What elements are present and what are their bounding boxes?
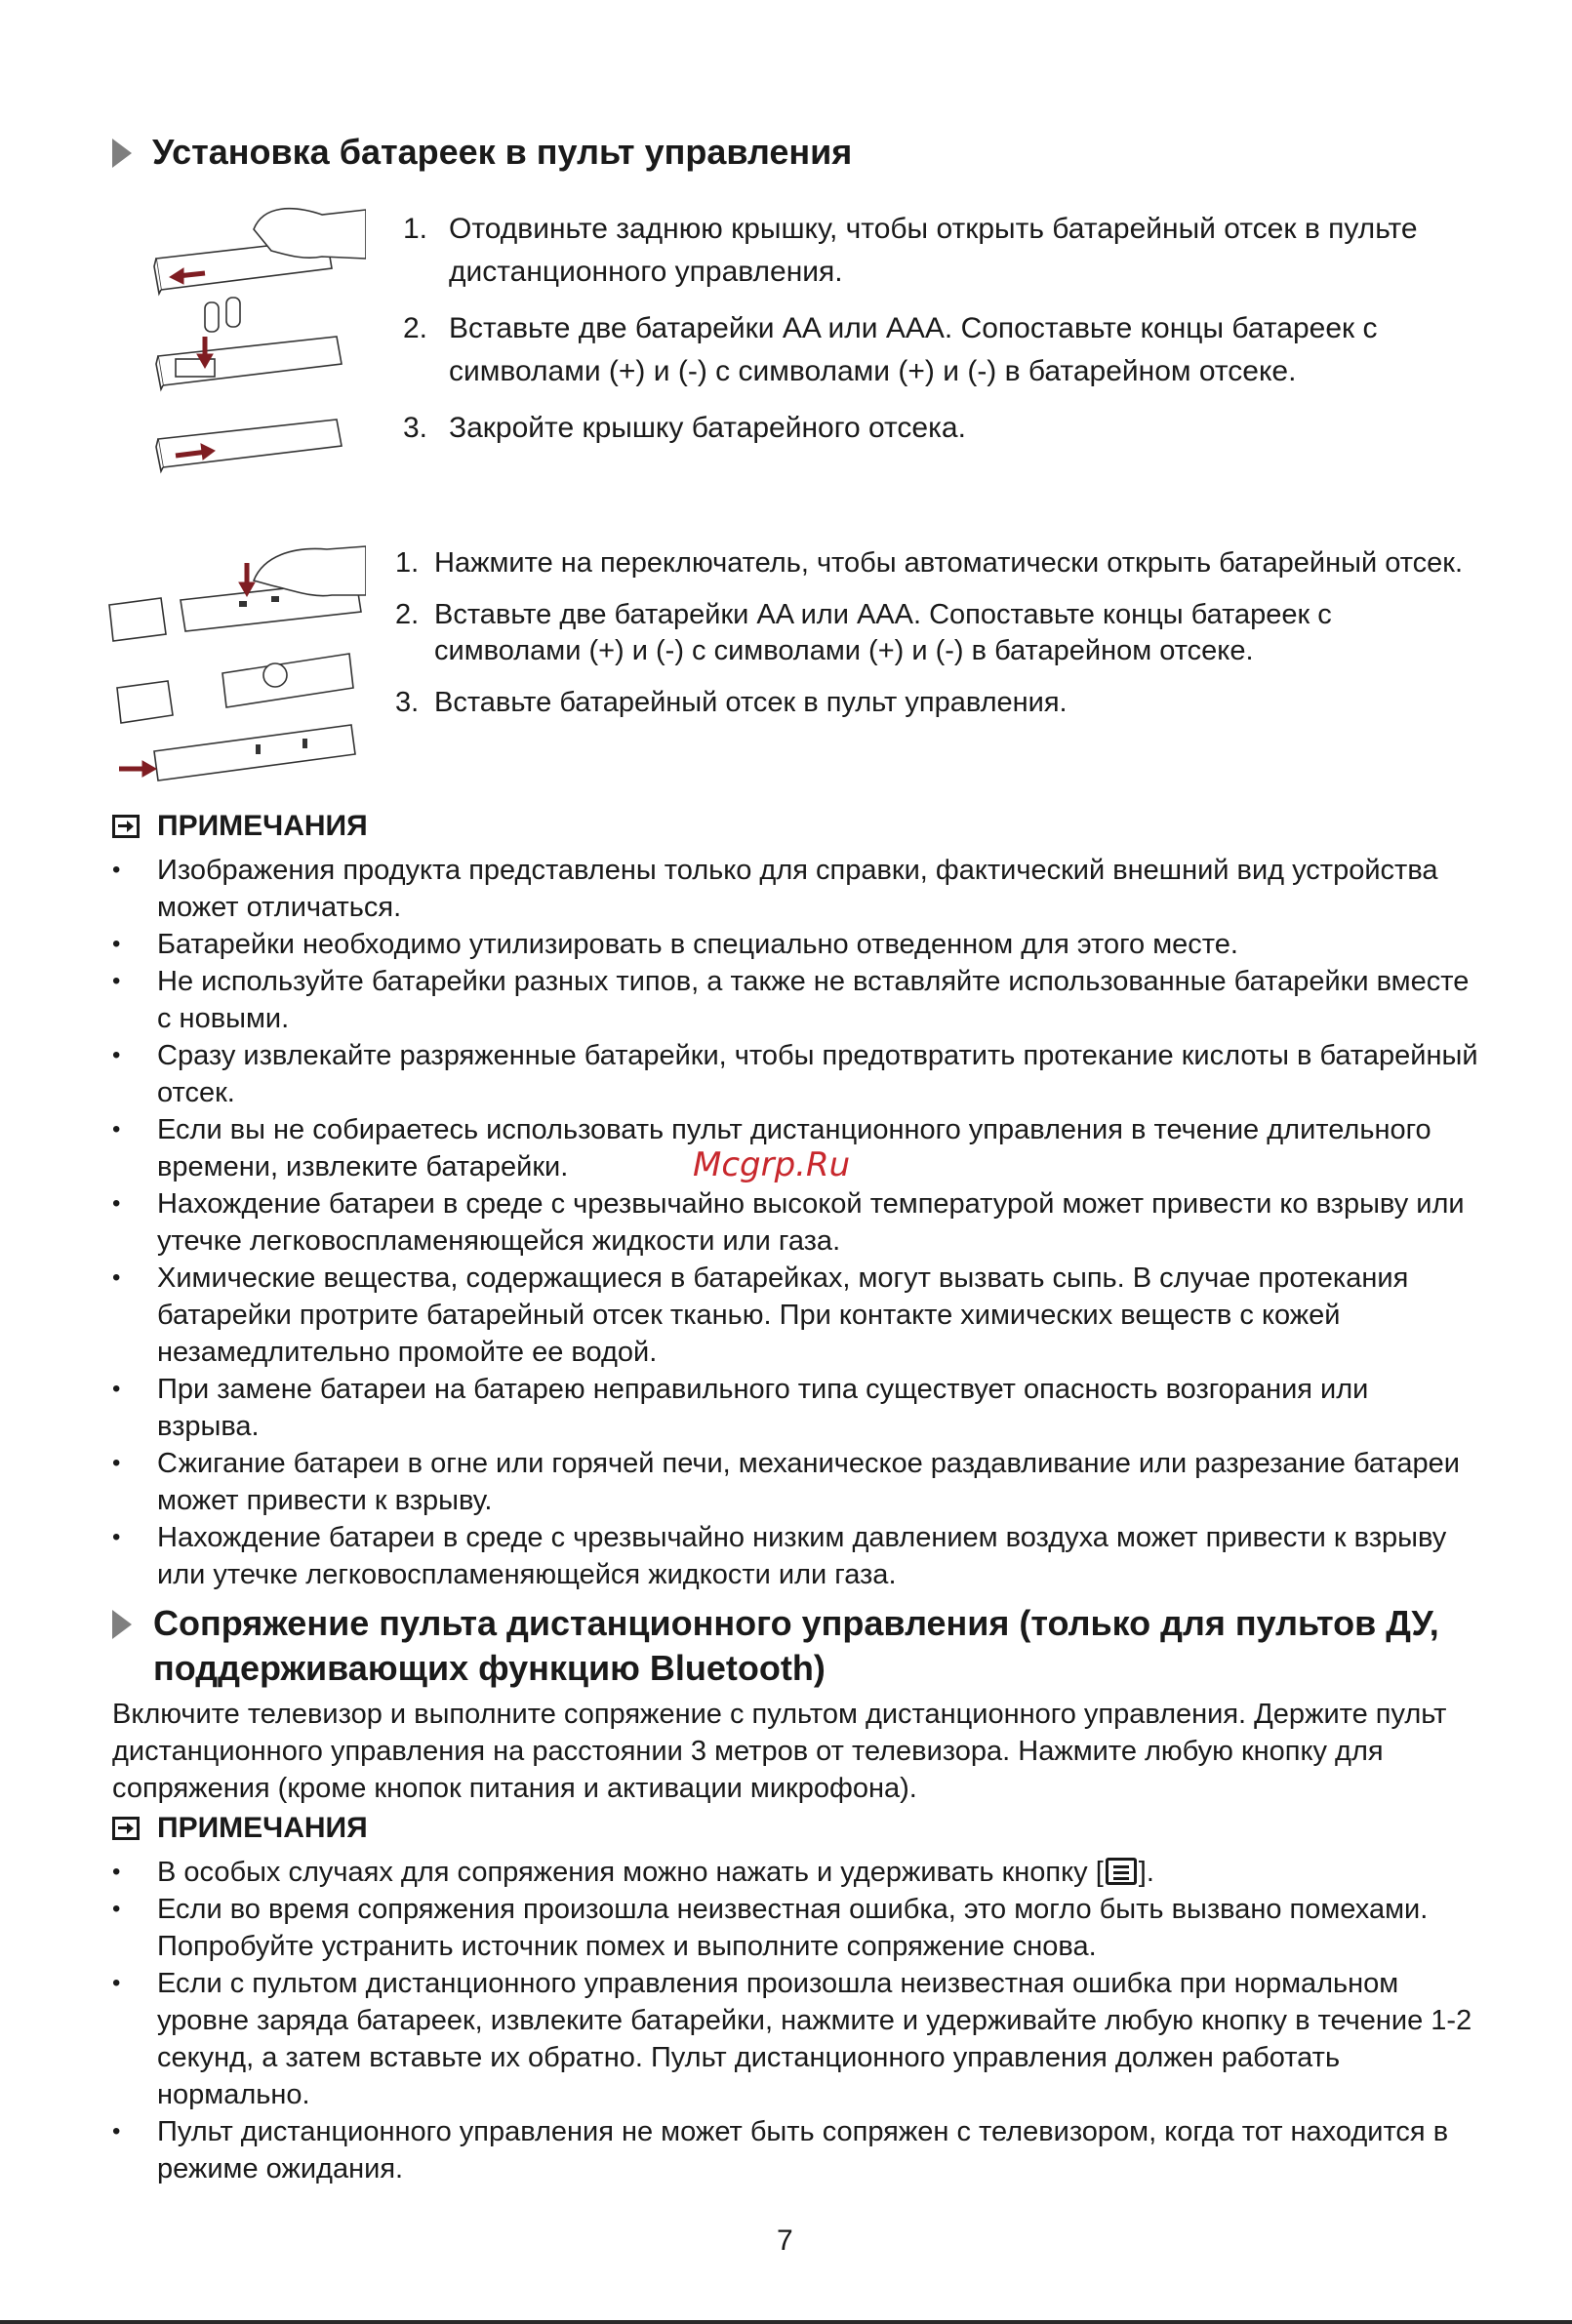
- list-item: • При замене батареи на батарею неправильного типа существует опасность возгорания или взрыва.: [112, 1371, 1478, 1445]
- list-item: [395, 545, 1469, 581]
- method-a-steps: [403, 208, 1462, 463]
- list-item: [403, 307, 1462, 393]
- section-marker-icon: [112, 139, 132, 168]
- list-item: • Батарейки необходимо утилизировать в специально отведенном для этого месте.: [112, 926, 1478, 963]
- step-number: 2.: [403, 312, 428, 344]
- step-text: Отодвиньте заднюю крышку, чтобы открыть батарейный отсек в пульте дистанционного управления.: [449, 213, 1418, 288]
- step-number: 3.: [395, 687, 420, 718]
- list-item: [403, 208, 1462, 294]
- list-item: • Изображения продукта представлены только для справки, фактический внешний вид устройства может отличаться.: [112, 852, 1478, 926]
- list-item: [112, 1854, 1478, 1891]
- bottom-rule: [0, 2320, 1572, 2324]
- notes-heading: [112, 1812, 368, 1845]
- step-text: Вставьте батарейный отсек в пульт управления.: [434, 687, 1068, 718]
- pairing-notes-list: [112, 1854, 1478, 2187]
- battery-install-illustration-a: [146, 200, 366, 493]
- menu-button-icon: [1106, 1858, 1137, 1885]
- battery-install-illustration-b: [107, 541, 366, 790]
- page-number: 7: [777, 2224, 793, 2257]
- list-item: • Если во время сопряжения произошла неизвестная ошибка, это могло быть вызвано помехами. Попробуйте устранить источник помех и выполните сопряжение снова.: [112, 1891, 1478, 1965]
- note-icon: [112, 815, 140, 838]
- method-b-steps: [395, 545, 1469, 737]
- list-item: • Нахождение батареи в среде с чрезвычайно высокой температурой может привести ко взрыву или утечке легковоспламеняющейся жидкости или газа.: [112, 1185, 1478, 1260]
- section1-title: Установка батареек в пульт управления: [152, 132, 853, 172]
- list-item: [403, 407, 1462, 450]
- step-text: Вставьте две батарейки AA или AAA. Сопоставьте концы батареек с символами (+) и (-) с символами (+) и (-) в батарейном отсеке.: [434, 599, 1332, 666]
- pairing-intro: Включите телевизор и выполните сопряжение с пультом дистанционного управления. Держите пульт дистанционного управления на расстоянии 3 метров от телевизора. Нажмите любую кнопку для сопряжения (кроме кнопок питания и активации микрофона).: [112, 1699, 1447, 1804]
- list-item: • Сразу извлекайте разряженные батарейки, чтобы предотвратить протекание кислоты в батарейный отсек.: [112, 1037, 1478, 1111]
- step-number: 2.: [395, 599, 420, 630]
- list-item: • Если с пультом дистанционного управления произошла неизвестная ошибка при нормальном уровне заряда батареек, извлеките батарейки, нажмите и удерживайте любую кнопку в течение 1-2 секунд, а затем вставьте их обратно. Пульт дистанционного управления должен работать нормально.: [112, 1965, 1478, 2113]
- list-item: [395, 685, 1469, 721]
- note-icon: [112, 1817, 140, 1840]
- step-number: 3.: [403, 412, 428, 444]
- step-text: Вставьте две батарейки AA или AAA. Сопоставьте концы батареек с символами (+) и (-) с символами (+) и (-) в батарейном отсеке.: [449, 312, 1378, 387]
- section-marker-icon: [112, 1610, 132, 1639]
- list-item: • Нахождение батареи в среде с чрезвычайно низким давлением воздуха может привести к взрыву или утечке легковоспламеняющейся жидкости или газа.: [112, 1519, 1478, 1593]
- list-item: • Сжигание батареи в огне или горячей печи, механическое раздавливание или разрезание батареи может привести к взрыву.: [112, 1445, 1478, 1519]
- notes-title: ПРИМЕЧАНИЯ: [157, 1812, 368, 1844]
- note-text: ].: [1138, 1857, 1154, 1888]
- list-item: • Если вы не собираетесь использовать пульт дистанционного управления в течение длительного времени, извлеките батарейки.: [112, 1111, 1478, 1185]
- list-item: • Не используйте батарейки разных типов, а также не вставляйте использованные батарейки вместе с новыми.: [112, 963, 1478, 1037]
- list-item: • Химические вещества, содержащиеся в батарейках, могут вызвать сыпь. В случае протекания батарейки протрите батарейный отсек тканью. При контакте химических веществ с кожей незамедлительно промойте ее водой.: [112, 1260, 1478, 1371]
- notes-heading: [112, 810, 368, 843]
- section2-title: Сопряжение пульта дистанционного управления (только для пультов ДУ, поддерживающих функцию Bluetooth): [153, 1603, 1439, 1688]
- step-number: 1.: [403, 213, 428, 245]
- step-number: 1.: [395, 547, 420, 579]
- step-text: Закройте крышку батарейного отсека.: [449, 412, 966, 444]
- note-text: В особых случаях для сопряжения можно нажать и удерживать кнопку [: [157, 1857, 1104, 1888]
- notes-title: ПРИМЕЧАНИЯ: [157, 810, 368, 842]
- list-item: • Пульт дистанционного управления не может быть сопряжен с телевизором, когда тот находится в режиме ожидания.: [112, 2113, 1478, 2187]
- notes-list: [112, 852, 1478, 1593]
- list-item: [395, 597, 1469, 669]
- watermark: Mcgrp.Ru: [693, 1145, 851, 1184]
- step-text: Нажмите на переключатель, чтобы автоматически открыть батарейный отсек.: [434, 547, 1464, 579]
